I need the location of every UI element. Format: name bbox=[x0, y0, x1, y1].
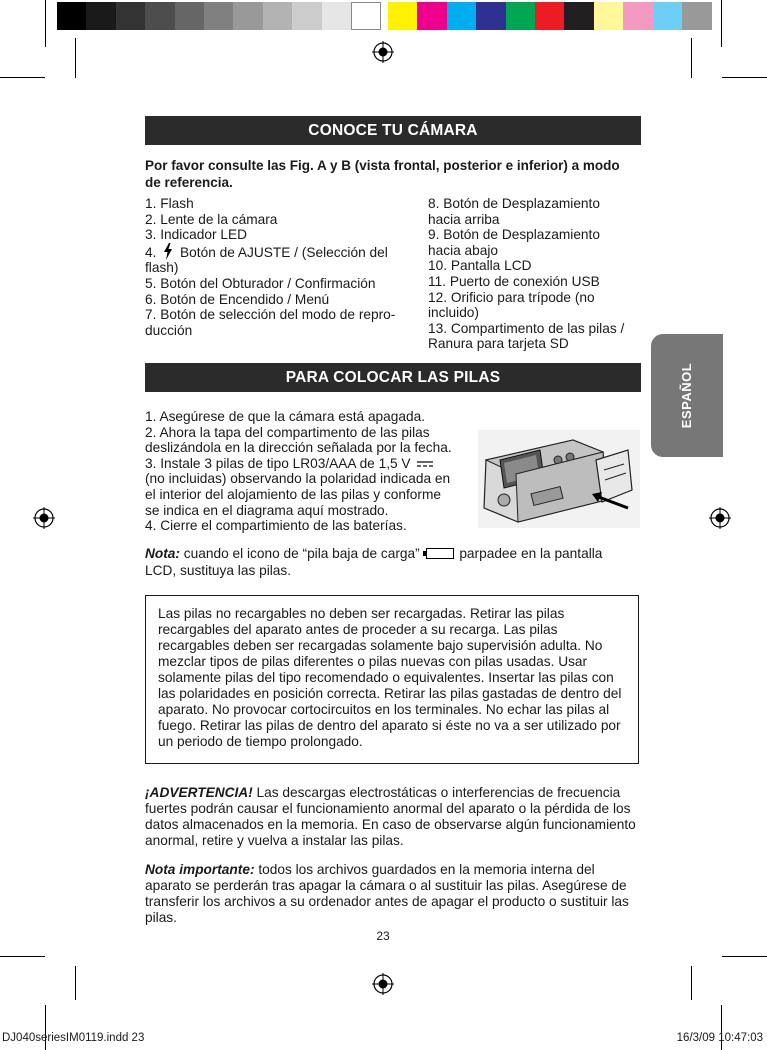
registration-target-icon bbox=[372, 41, 394, 63]
list-item: 11. Puerto de conexión USB bbox=[428, 273, 600, 289]
warning-text: Las pilas no recargables no deben ser recargadas. Retirar las pilas recargables del aparato antes de proceder a su recarga. Las pilas recargables deben ser recargadas solamente bajo supervisión adulta. No mezclar tipos de pilas diferentes o pilas nuevas con pilas usadas. Usar solamente pilas del tipo recomendado o equivalentes. Insertar las pilas con las polaridades en posición correcta. Retirar las pilas gastadas de dentro del aparato. No provocar cortocircuitos en los terminales. No echar las pilas al fuego. Retirar las pilas de dentro del aparato si éste no va a ser utilizado por un periodo de tiempo prolongado. bbox=[158, 606, 622, 749]
list-item: 5. Botón del Obturador / Confirmación bbox=[145, 275, 376, 291]
item-number: 4. bbox=[145, 244, 157, 260]
color-swatch bbox=[175, 2, 205, 30]
flash-icon bbox=[163, 243, 173, 260]
list-item: hacia arriba bbox=[428, 211, 500, 227]
color-swatch bbox=[322, 2, 352, 30]
crop-mark bbox=[722, 77, 767, 78]
battery-note bbox=[145, 545, 640, 579]
color-swatch bbox=[351, 2, 381, 30]
parts-list-left bbox=[145, 196, 420, 338]
note-text: LCD, sustituya las pilas. bbox=[145, 563, 292, 578]
list-item: 6. Botón de Encendido / Menú bbox=[145, 291, 330, 307]
note-label: Nota: bbox=[145, 546, 180, 561]
note-text: parpadee en la pantalla bbox=[459, 546, 603, 561]
dc-symbol-icon bbox=[417, 459, 433, 469]
crop-mark bbox=[0, 77, 45, 78]
nota-importante-text: todos los archivos guardados en la memoria interna del aparato se perderán tras apagar la cámara o al sustituir las pilas. Asegúrese de transferir los archivos a su ordenador antes de apagar el producto o sustituir las pilas. bbox=[145, 862, 629, 925]
list-item: se indica en el diagrama aquí mostrado. bbox=[145, 502, 389, 518]
nota-importante-label: Nota importante: bbox=[145, 862, 255, 877]
crop-mark bbox=[721, 0, 722, 47]
crop-mark bbox=[0, 956, 45, 957]
registration-target-icon bbox=[372, 973, 394, 995]
advertencia-label: ¡ADVERTENCIA! bbox=[145, 785, 253, 800]
list-item: 2. Lente de la cámara bbox=[145, 211, 278, 227]
footer-filename: DJ040seriesIM0119.indd 23 bbox=[2, 1032, 145, 1044]
list-item: ducción bbox=[145, 322, 193, 338]
list-item: 10. Pantalla LCD bbox=[428, 258, 532, 274]
crop-mark bbox=[691, 966, 692, 1000]
advertencia-paragraph bbox=[145, 785, 643, 849]
color-swatch bbox=[682, 2, 712, 30]
section-title: PARA COLOCAR LAS PILAS bbox=[285, 368, 501, 386]
note-text: cuando el icono de “pila baja de carga” bbox=[183, 546, 420, 561]
color-swatch bbox=[292, 2, 322, 30]
crop-mark bbox=[45, 0, 46, 47]
language-tab bbox=[651, 334, 723, 457]
color-swatch bbox=[447, 2, 477, 30]
color-swatch bbox=[594, 2, 624, 30]
color-swatch bbox=[86, 2, 116, 30]
list-item: Ranura para tarjeta SD bbox=[428, 336, 569, 352]
list-item: el interior del alojamiento de las pilas y conforme bbox=[145, 486, 441, 502]
camera-battery-illustration bbox=[478, 430, 640, 528]
list-item: incluido) bbox=[428, 305, 479, 321]
color-swatch bbox=[116, 2, 146, 30]
color-swatch bbox=[263, 2, 293, 30]
list-item: 1. Asegúrese de que la cámara está apagada. bbox=[145, 409, 426, 424]
list-item: 4. Cierre el compartimiento de las baterías. bbox=[145, 518, 407, 534]
list-item bbox=[145, 243, 420, 261]
crop-mark bbox=[75, 966, 76, 1000]
section-title: CONOCE TU CÁMARA bbox=[308, 121, 478, 139]
color-swatch bbox=[476, 2, 506, 30]
crop-mark bbox=[75, 38, 76, 78]
nota-importante-paragraph bbox=[145, 862, 643, 926]
color-swatch bbox=[417, 2, 447, 30]
list-item: hacia abajo bbox=[428, 242, 499, 258]
list-item: 12. Orificio para trípode (no bbox=[428, 289, 595, 305]
list-item: 8. Botón de Desplazamiento bbox=[428, 196, 600, 211]
registration-target-icon bbox=[709, 507, 731, 529]
low-battery-icon bbox=[426, 548, 454, 559]
crop-mark bbox=[722, 956, 767, 957]
color-swatch bbox=[535, 2, 565, 30]
footer-timestamp: 16/3/09 10:47:03 bbox=[676, 1032, 763, 1044]
color-swatch bbox=[388, 2, 418, 30]
intro-paragraph: Por favor consulte las Fig. A y B (vista frontal, posterior e inferior) a modo de referencia. bbox=[145, 158, 620, 190]
page-number: 23 bbox=[376, 929, 390, 943]
list-item: deslizándola en la dirección señalada por la fecha. bbox=[145, 440, 452, 456]
battery-steps-list bbox=[145, 409, 480, 534]
color-swatch bbox=[145, 2, 175, 30]
color-swatch bbox=[204, 2, 234, 30]
color-swatch bbox=[57, 2, 87, 30]
battery-warning-box bbox=[145, 595, 639, 764]
list-item: 13. Compartimento de las pilas / bbox=[428, 320, 625, 336]
color-swatch bbox=[623, 2, 653, 30]
list-item bbox=[145, 456, 480, 472]
step-text: 3. Instale 3 pilas de tipo LR03/AAA de 1,5 V bbox=[145, 455, 411, 471]
parts-list-right bbox=[428, 196, 648, 352]
list-item: 7. Botón de selección del modo de repro- bbox=[145, 307, 396, 323]
list-item: flash) bbox=[145, 260, 179, 276]
advertencia-text: Las descargas electrostáticas o interferencias de frecuencia fuertes podrán causar el funcionamiento anormal del aparato o la pérdida de los datos almacenados en la memoria. En caso de observarse algún funcionamiento anormal, retire y vuelva a instalar las pilas. bbox=[145, 785, 636, 848]
section-header-conoce bbox=[145, 116, 641, 145]
color-swatch bbox=[564, 2, 594, 30]
list-item: 9. Botón de Desplazamiento bbox=[428, 227, 600, 243]
list-item: 1. Flash bbox=[145, 196, 194, 211]
color-swatch bbox=[653, 2, 683, 30]
crop-mark bbox=[691, 38, 692, 78]
language-tab-label: ESPAÑOL bbox=[679, 362, 695, 429]
list-item: 3. Indicador LED bbox=[145, 227, 247, 243]
list-item: (no incluidas) observando la polaridad indicada en bbox=[145, 471, 451, 487]
registration-target-icon bbox=[33, 507, 55, 529]
color-swatch bbox=[233, 2, 263, 30]
item-text: Botón de AJUSTE / (Selección del bbox=[180, 244, 388, 260]
section-header-pilas bbox=[145, 363, 641, 392]
list-item: 2. Ahora la tapa del compartimento de las pilas bbox=[145, 424, 430, 440]
color-swatch bbox=[506, 2, 536, 30]
